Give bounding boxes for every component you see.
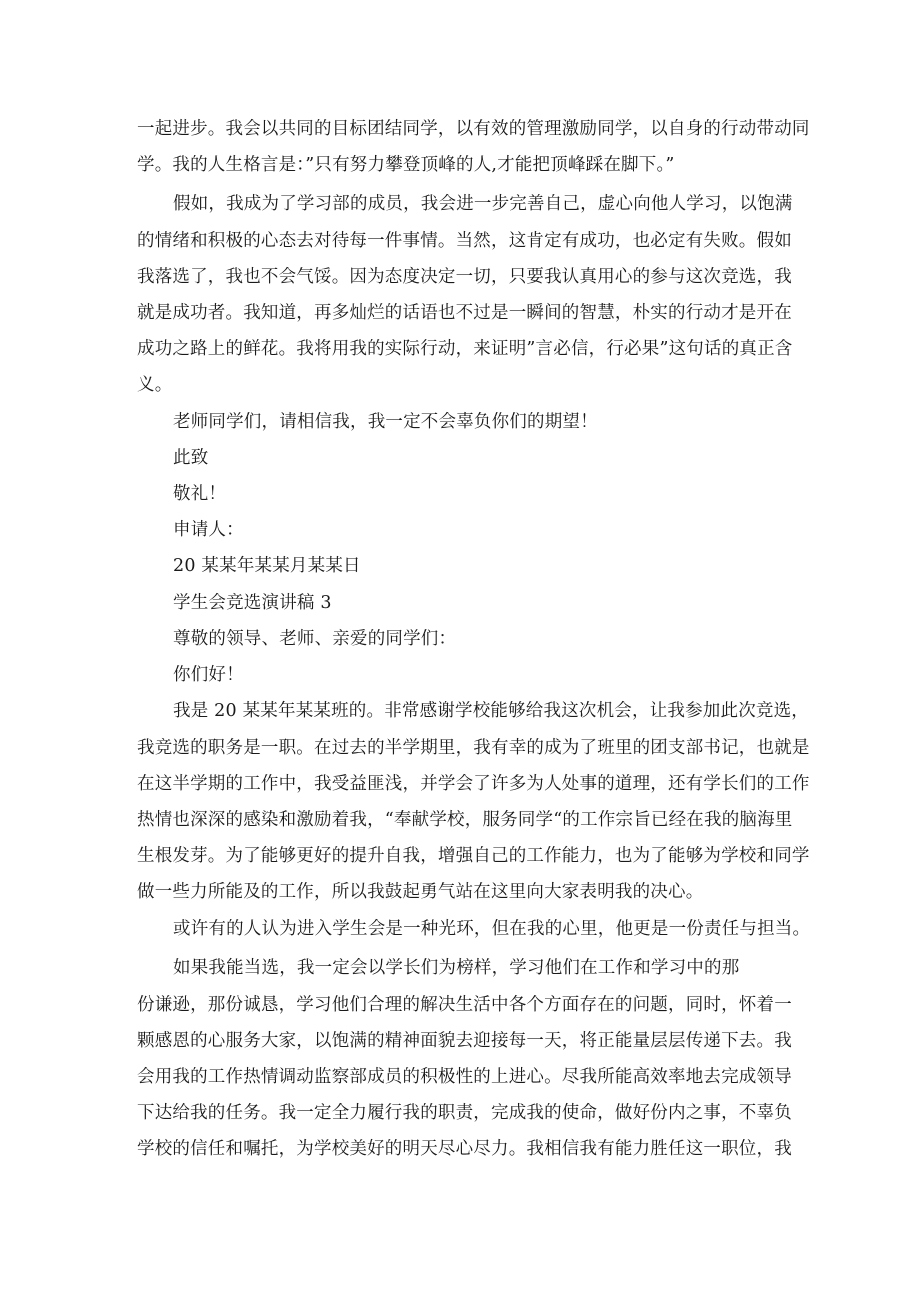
text-line: 我是 20 某某年某某班的。非常感谢学校能够给我这次机会，让我参加此次竞选，: [173, 701, 809, 721]
text-line: 下达给我的任务。我一定全力履行我的职责，完成我的使命，做好份内之事，不辜负: [137, 1103, 792, 1123]
text-line: 会用我的工作热情调动监察部成员的积极性的上进心。尽我所能高效率地去完成领导: [137, 1067, 792, 1087]
text-line: 敬礼！: [173, 484, 227, 504]
text-line: 尊敬的领导、老师、亲爱的同学们：: [173, 629, 457, 649]
text-line: 20 某某年某某月某某日: [173, 556, 361, 576]
text-line: 成功之路上的鲜花。我将用我的实际行动，来证明”言必信，行必果”这句话的真正含: [137, 339, 793, 359]
text-line: 学生会竞选演讲稿 3: [173, 593, 332, 613]
text-line: 在这半学期的工作中，我受益匪浅，并学会了许多为人处事的道理，还有学长们的工作: [137, 774, 810, 794]
text-line: 我竞选的职务是一职。在过去的半学期里，我有幸的成为了班里的团支部书记，也就是: [137, 738, 810, 758]
text-line: 此致: [173, 448, 209, 468]
text-line: 我落选了，我也不会气馁。因为态度决定一切，只要我认真用心的参与这次竞选，我: [137, 267, 792, 287]
text-line: 份谦逊，那份诚恳，学习他们合理的解决生活中各个方面存在的问题，同时，怀着一: [137, 995, 792, 1015]
text-line: 颗感恩的心服务大家，以饱满的精神面貌去迎接每一天，将正能量层层传递下去。我: [137, 1031, 792, 1051]
text-line: 热情也深深的感染和激励着我，“奉献学校，服务同学“的工作宗旨已经在我的脑海里: [137, 810, 793, 830]
text-line: 的情绪和积极的心态去对待每一件事情。当然，这肯定有成功，也必定有失败。假如: [137, 231, 792, 251]
text-line: 你们好！: [173, 665, 244, 685]
text-line: 学校的信任和嘱托，为学校美好的明天尽心尽力。我相信我有能力胜任这一职位，我: [137, 1139, 792, 1159]
text-line: 做一些力所能及的工作，所以我鼓起勇气站在这里向大家表明我的决心。: [137, 882, 704, 902]
text-line: 如果我能当选，我一定会以学长们为榜样，学习他们在工作和学习中的那: [173, 958, 740, 978]
text-line: 假如，我成为了学习部的成员，我会进一步完善自己，虚心向他人学习，以饱满: [173, 194, 793, 214]
text-line: 就是成功者。我知道，再多灿烂的话语也不过是一瞬间的智慧，朴实的行动才是开在: [137, 303, 792, 323]
text-line: 老师同学们，请相信我，我一定不会辜负你们的期望！: [173, 412, 598, 432]
text-line: 学。我的人生格言是：”只有努力攀登顶峰的人,才能把顶峰踩在脚下。”: [137, 155, 675, 175]
text-line: 义。: [137, 375, 173, 395]
text-line: 一起进步。我会以共同的目标团结同学，以有效的管理激励同学，以自身的行动带动同: [137, 119, 810, 139]
text-line: 或许有的人认为进入学生会是一种光环，但在我的心里，他更是一份责任与担当。: [173, 919, 811, 939]
text-line: 申请人：: [173, 520, 244, 540]
text-line: 生根发芽。为了能够更好的提升自我，增强自己的工作能力，也为了能够为学校和同学: [137, 846, 810, 866]
